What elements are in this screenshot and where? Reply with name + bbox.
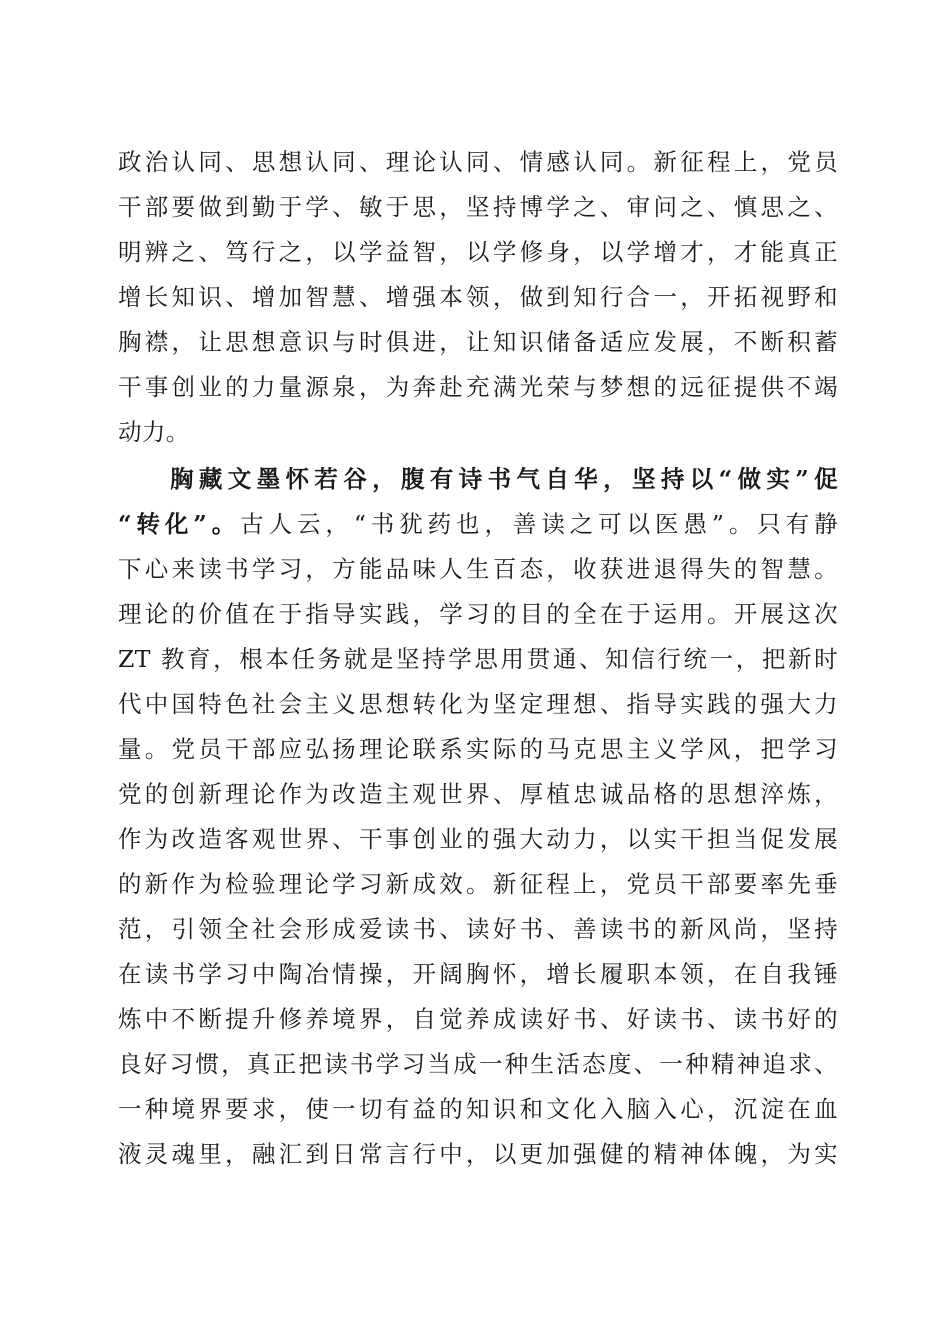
paragraph-line: ZT 教育，根本任务就是坚持学思用贯通、知信行统一，把新时 bbox=[118, 645, 838, 673]
paragraph-line: 下心来读书学习，方能品味人生百态，收获进退得失的智慧。 bbox=[118, 555, 838, 583]
paragraph-line: 范，引领全社会形成爱读书、读好书、善读书的新风尚，坚持 bbox=[118, 915, 838, 943]
paragraph-line-rest: 古人云，“书犹药也，善读之可以医愚”。只有静 bbox=[240, 510, 838, 538]
paragraph-line: 的新作为检验理论学习新成效。新征程上，党员干部要率先垂 bbox=[118, 870, 838, 898]
paragraph-line: 明辨之、笃行之，以学益智，以学修身，以学增才，才能真正 bbox=[118, 238, 838, 266]
paragraph-line: 动力。 bbox=[118, 418, 190, 446]
paragraph-line: 理论的价值在于指导实践，学习的目的全在于运用。开展这次 bbox=[118, 600, 838, 628]
paragraph-line: 干事创业的力量源泉，为奔赴充满光荣与梦想的远征提供不竭 bbox=[118, 373, 838, 401]
paragraph-heading-line bbox=[118, 457, 838, 502]
paragraph-line: 政治认同、思想认同、理论认同、情感认同。新征程上，党员 bbox=[118, 148, 838, 176]
paragraph-line: 作为改造客观世界、干事创业的强大动力，以实干担当促发展 bbox=[118, 825, 838, 853]
paragraph-line: 增长知识、增加智慧、增强本领，做到知行合一，开拓视野和 bbox=[118, 283, 838, 311]
paragraph-line: 液灵魂里，融汇到日常言行中，以更加强健的精神体魄，为实 bbox=[118, 1140, 838, 1168]
paragraph-1 bbox=[118, 140, 838, 455]
paragraph-line: 炼中不断提升修养境界，自觉养成读好书、好读书、读书好的 bbox=[118, 1005, 838, 1033]
paragraph-line: 一种境界要求，使一切有益的知识和文化入脑入心，沉淀在血 bbox=[118, 1095, 838, 1123]
paragraph-lead-heading-end: “转化”。 bbox=[118, 510, 241, 538]
paragraph-line: 胸襟，让思想意识与时俱进，让知识储备适应发展，不断积蓄 bbox=[118, 328, 838, 356]
paragraph-line: 党的创新理论作为改造主观世界、厚植忠诚品格的思想淬炼， bbox=[118, 780, 838, 808]
paragraph-line: 量。党员干部应弘扬理论联系实际的马克思主义学风，把学习 bbox=[118, 735, 838, 763]
paragraph-line: 在读书学习中陶冶情操，开阔胸怀，增长履职本领，在自我锤 bbox=[118, 960, 838, 988]
paragraph-line: 干部要做到勤于学、敏于思，坚持博学之、审问之、慎思之、 bbox=[118, 193, 838, 221]
paragraph-line: 良好习惯，真正把读书学习当成一种生活态度、一种精神追求、 bbox=[118, 1050, 838, 1078]
paragraph-lead-heading: 胸藏文墨怀若谷，腹有诗书气自华，坚持以“做实”促 bbox=[165, 465, 838, 493]
paragraph-2 bbox=[118, 457, 838, 1177]
paragraph-line bbox=[118, 502, 838, 547]
paragraph-line: 代中国特色社会主义思想转化为坚定理想、指导实践的强大力 bbox=[118, 690, 838, 718]
